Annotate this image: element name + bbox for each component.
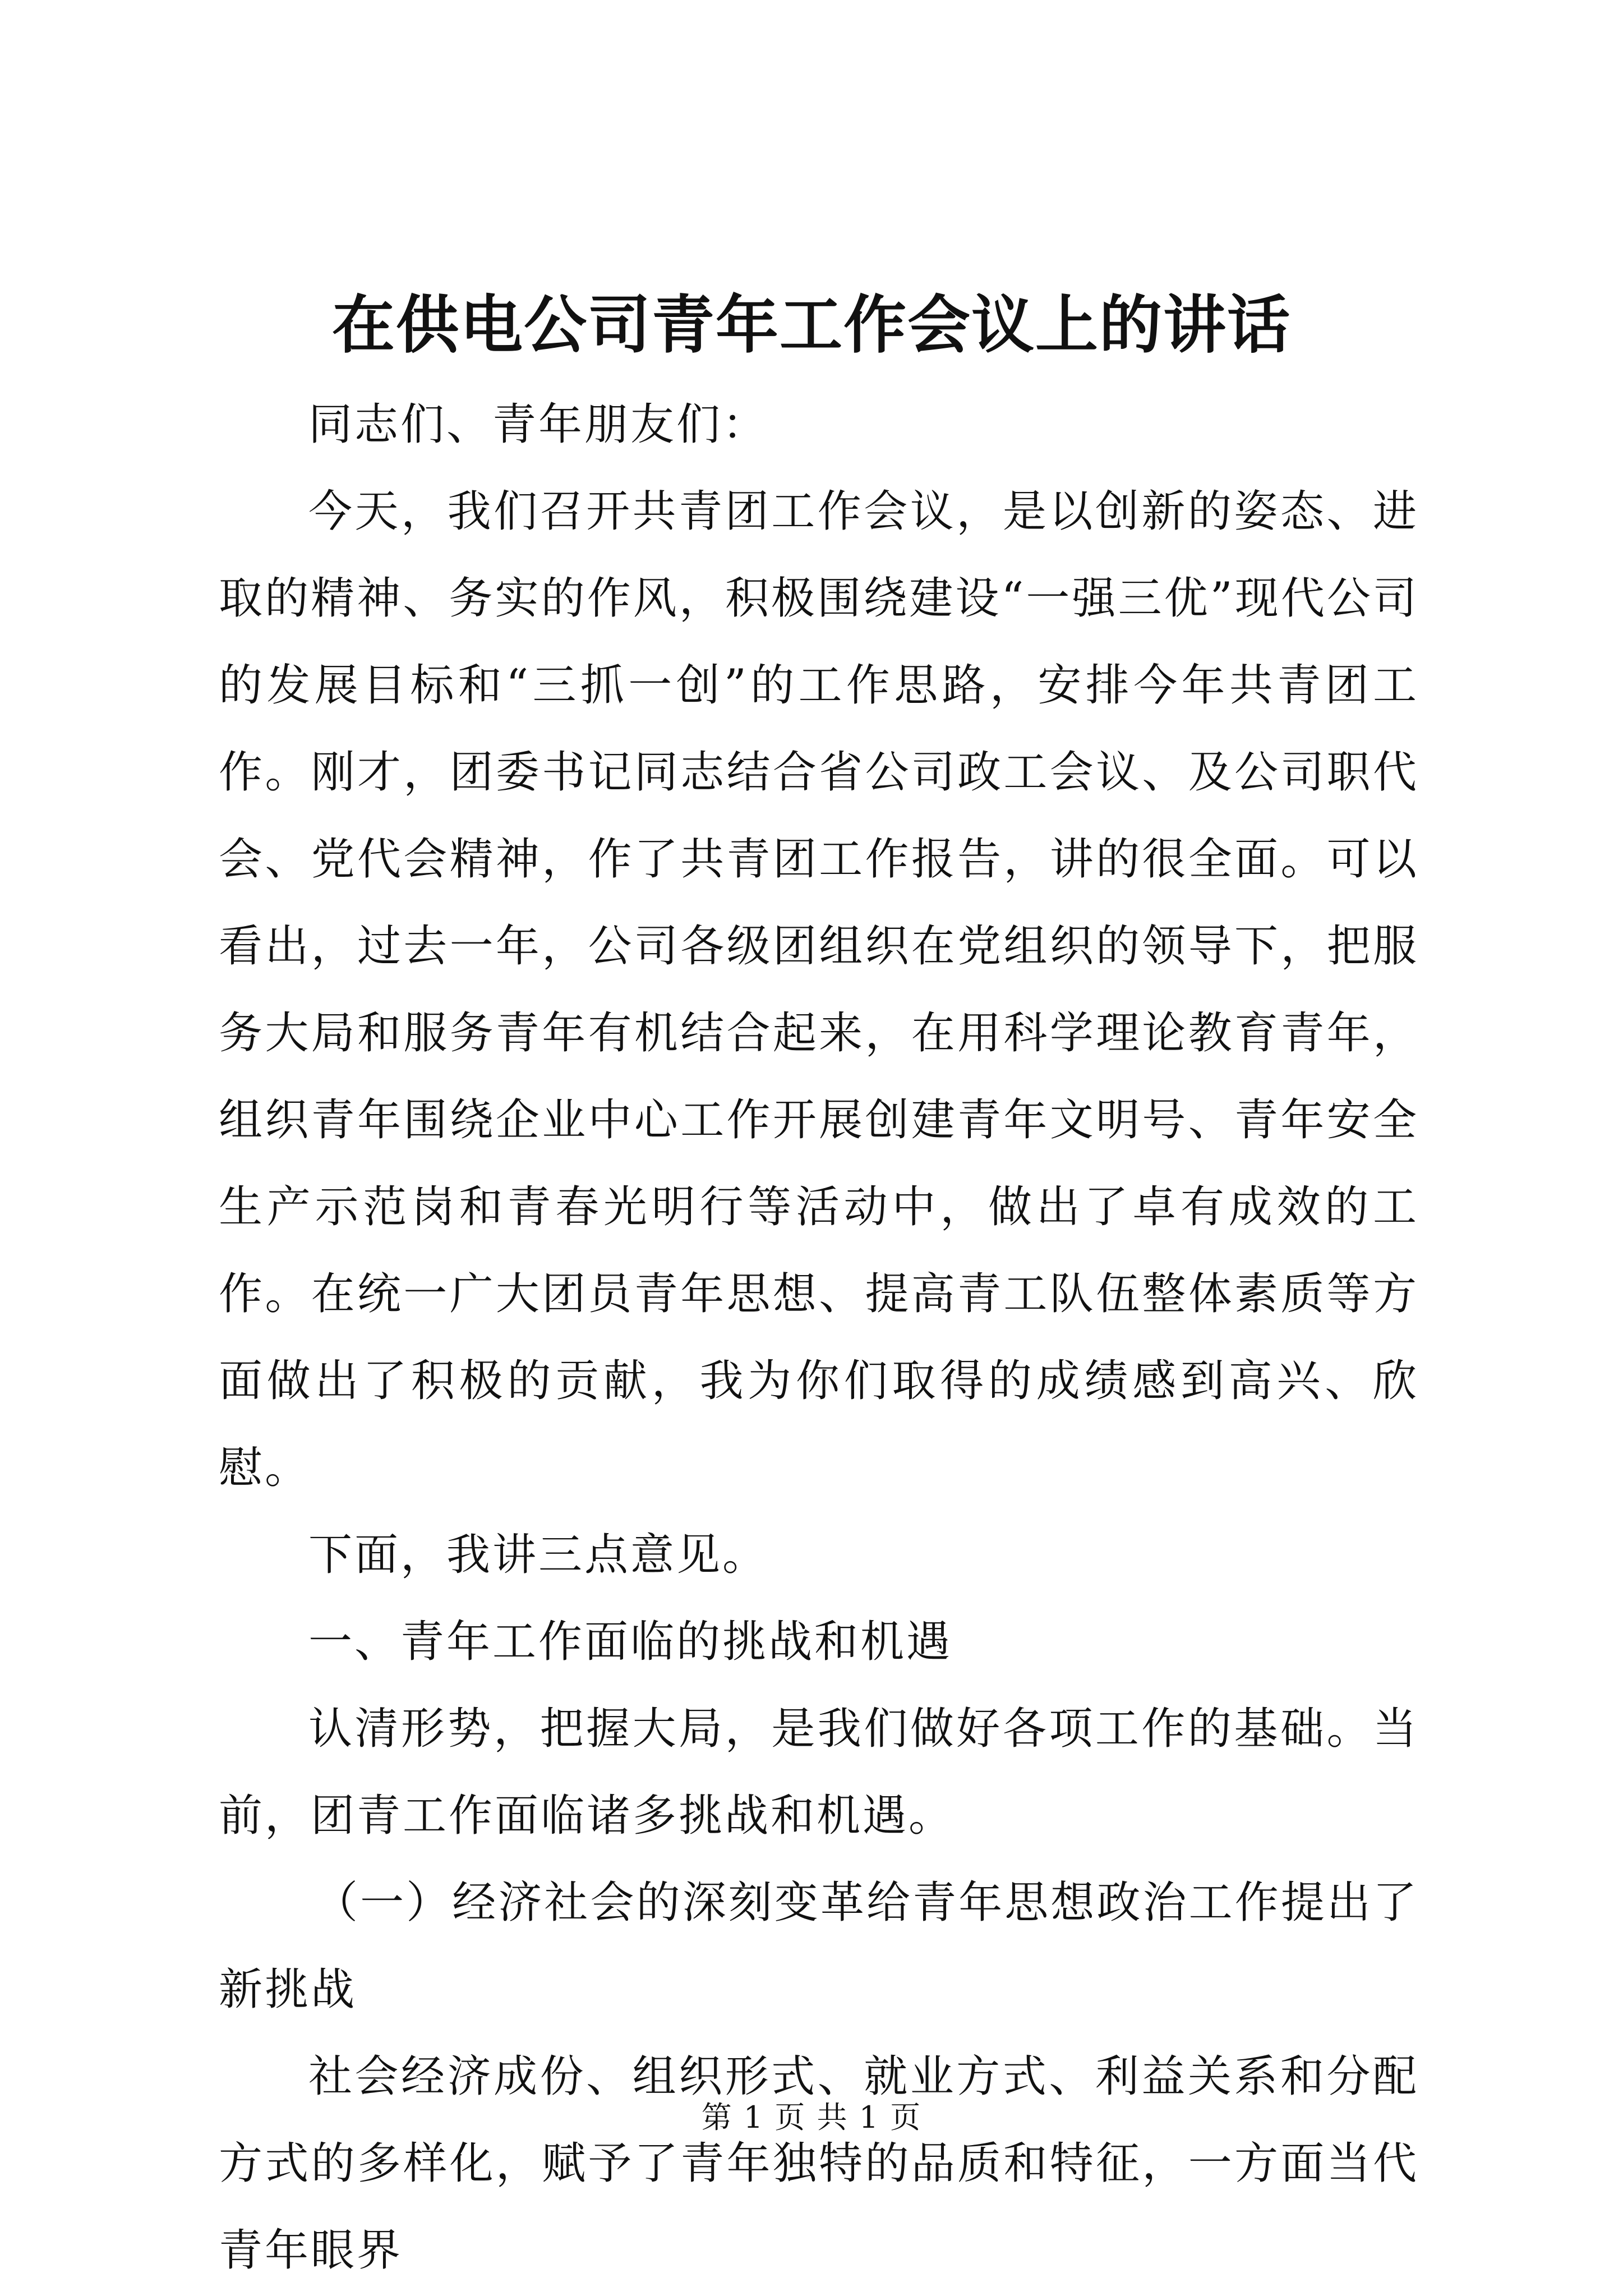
paragraph-outline: 下面，我讲三点意见。 xyxy=(308,1530,769,1580)
document-body xyxy=(219,381,1419,2294)
paragraph-society: 社会经济成份、组织形式、就业方式、利益关系和分配方式的多样化，赋予了青年独特的品质和特征，一方面当代青年眼界 xyxy=(219,2051,1419,2276)
page-number-footer: 第 1 页 共 1 页 xyxy=(701,2100,922,2135)
section-heading-1: 一、青年工作面临的挑战和机遇 xyxy=(308,1617,953,1667)
document-title: 在供电公司青年工作会议上的讲话 xyxy=(332,288,1291,362)
paragraph-situation: 认清形势，把握大局，是我们做好各项工作的基础。当前，团青工作面临诸多挑战和机遇。 xyxy=(219,1704,1419,1841)
salutation: 同志们、青年朋友们： xyxy=(308,399,769,450)
subsection-heading-1: （一）经济社会的深刻变革给青年思想政治工作提出了新挑战 xyxy=(219,1878,1419,2015)
paragraph-intro: 今天，我们召开共青团工作会议，是以创新的姿态、进取的精神、务实的作风，积极围绕建设“一强三优”现代公司的发展目标和“三抓一创”的工作思路，安排今年共青团工作。刚才，团委书记同志结合省公司政工会议、及公司职代会、党代会精神，作了共青团工作报告，讲的很全面。可以看出，过去一年，公司各级团组织在党组织的领导下，把服务大局和服务青年有机结合起来，在用科学理论教育青年，组织青年围绕企业中心工作开展创建青年文明号、青年安全生产示范岗和青春光明行等活动中，做出了卓有成效的工作。在统一广大团员青年思想、提高青工队伍整体素质等方面做出了积极的贡献，我为你们取得的成绩感到高兴、欣慰。 xyxy=(219,486,1419,1493)
